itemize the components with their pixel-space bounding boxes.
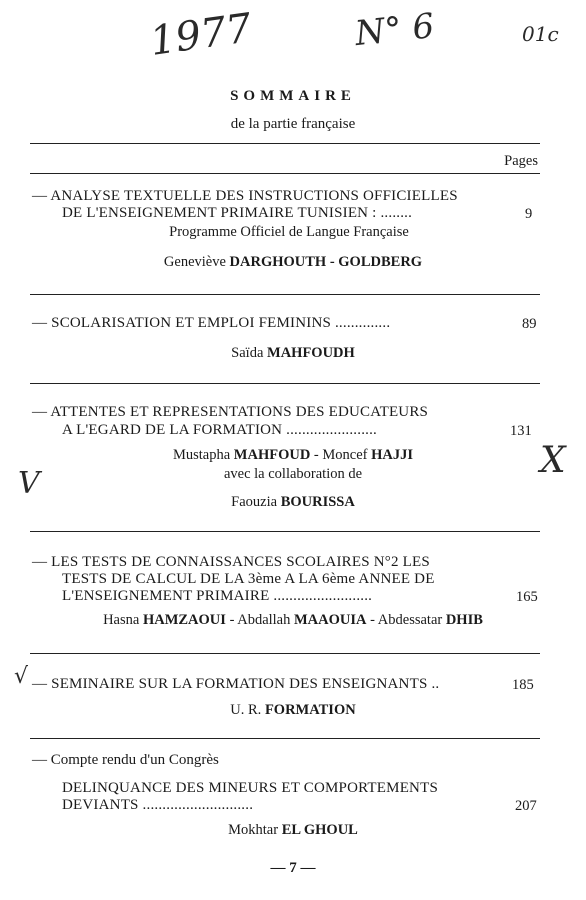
entry-4-line-1: — LES TESTS DE CONNAISSANCES SCOLAIRES N°2 LES	[32, 554, 430, 570]
entry-5-author	[0, 702, 586, 719]
author-first-name: Faouzia	[231, 494, 278, 510]
divider	[30, 143, 540, 144]
entry-1-line-2: DE L'ENSEIGNEMENT PRIMAIRE TUNISIEN : ........	[62, 205, 413, 221]
handwritten-year: 1977	[147, 5, 255, 65]
author-first-name: Moncef	[322, 447, 368, 463]
entry-1-note: Programme Officiel de Langue Française	[169, 224, 409, 240]
entry-1-page: 9	[525, 206, 533, 222]
author-first-name: Abdessatar	[377, 612, 443, 628]
author-separator: -	[310, 447, 323, 463]
entry-4-line-2: TESTS DE CALCUL DE LA 3ème A LA 6ème ANNEE DE	[62, 571, 435, 587]
author-last-name: HAMZAOUI	[142, 612, 226, 628]
author-first-name: Abdallah	[237, 612, 291, 628]
author-first-name: Mokhtar	[228, 822, 279, 838]
author-first-name: Mustapha	[172, 447, 231, 463]
author-last-name: DARGHOUTH - GOLDBERG	[229, 254, 423, 270]
entry-4-line-3: L'ENSEIGNEMENT PRIMAIRE .........................	[62, 588, 373, 604]
pages-column-label: Pages	[504, 153, 538, 169]
divider	[30, 383, 540, 384]
entry-3-line-2: A L'EGARD DE LA FORMATION .......................	[62, 422, 378, 438]
entry-2-line-1: — SCOLARISATION ET EMPLOI FEMININS ..............	[32, 315, 391, 331]
page-number: — 7 —	[270, 860, 316, 876]
entry-2-page: 89	[522, 316, 537, 332]
author-last-name: FORMATION	[264, 702, 356, 718]
author-first-name: Hasna	[103, 612, 140, 628]
author-last-name: MAHFOUD	[233, 447, 311, 463]
entry-5-page: 185	[512, 677, 534, 693]
entry-6-line-2: DELINQUANCE DES MINEURS ET COMPORTEMENTS	[62, 780, 438, 796]
author-first-name: Geneviève	[163, 254, 226, 270]
divider	[30, 738, 540, 739]
author-last-name: HAJJI	[371, 447, 414, 463]
handwritten-mark-x: X	[540, 440, 566, 481]
entry-1-author	[0, 254, 586, 271]
author-last-name: DHIB	[445, 612, 483, 628]
entry-3-collab-author	[0, 494, 586, 511]
author-last-name: BOURISSA	[280, 494, 355, 510]
handwritten-mark-check: √	[14, 664, 29, 689]
handwritten-mark-v: V	[18, 466, 40, 501]
divider	[30, 173, 540, 174]
entry-2-author	[0, 345, 586, 362]
author-last-name: EL GHOUL	[281, 822, 358, 838]
entry-5-line-1: — SEMINAIRE SUR LA FORMATION DES ENSEIGNANTS ..	[32, 676, 440, 692]
entry-3-line-1: — ATTENTES ET REPRESENTATIONS DES EDUCATEURS	[32, 404, 429, 420]
divider	[30, 531, 540, 532]
page-title: SOMMAIRE	[230, 88, 356, 104]
entry-3-page: 131	[510, 423, 532, 439]
entry-4-page: 165	[516, 589, 538, 605]
author-first-name: U. R.	[230, 702, 262, 718]
entry-6-page: 207	[515, 798, 537, 814]
entry-1-line-1: — ANALYSE TEXTUELLE DES INSTRUCTIONS OFFICIELLES	[32, 188, 458, 204]
entry-4-authors	[0, 612, 586, 629]
author-first-name: Saïda	[231, 345, 264, 361]
entry-3-collab: avec la collaboration de	[223, 466, 363, 482]
handwritten-code: 01c	[522, 22, 559, 46]
entry-6-author	[0, 822, 586, 839]
handwritten-issue: N° 6	[353, 5, 437, 55]
author-last-name: MAHFOUDH	[267, 345, 355, 361]
author-last-name: MAAOUIA	[294, 612, 367, 628]
entry-6-line-3: DEVIANTS ............................	[62, 797, 254, 813]
divider	[30, 653, 540, 654]
divider	[30, 294, 540, 295]
entry-3-authors	[0, 447, 586, 464]
author-separator: -	[366, 612, 378, 628]
author-separator: -	[225, 612, 238, 628]
page-subtitle: de la partie française	[230, 116, 356, 132]
entry-6-line-1: — Compte rendu d'un Congrès	[32, 752, 219, 768]
